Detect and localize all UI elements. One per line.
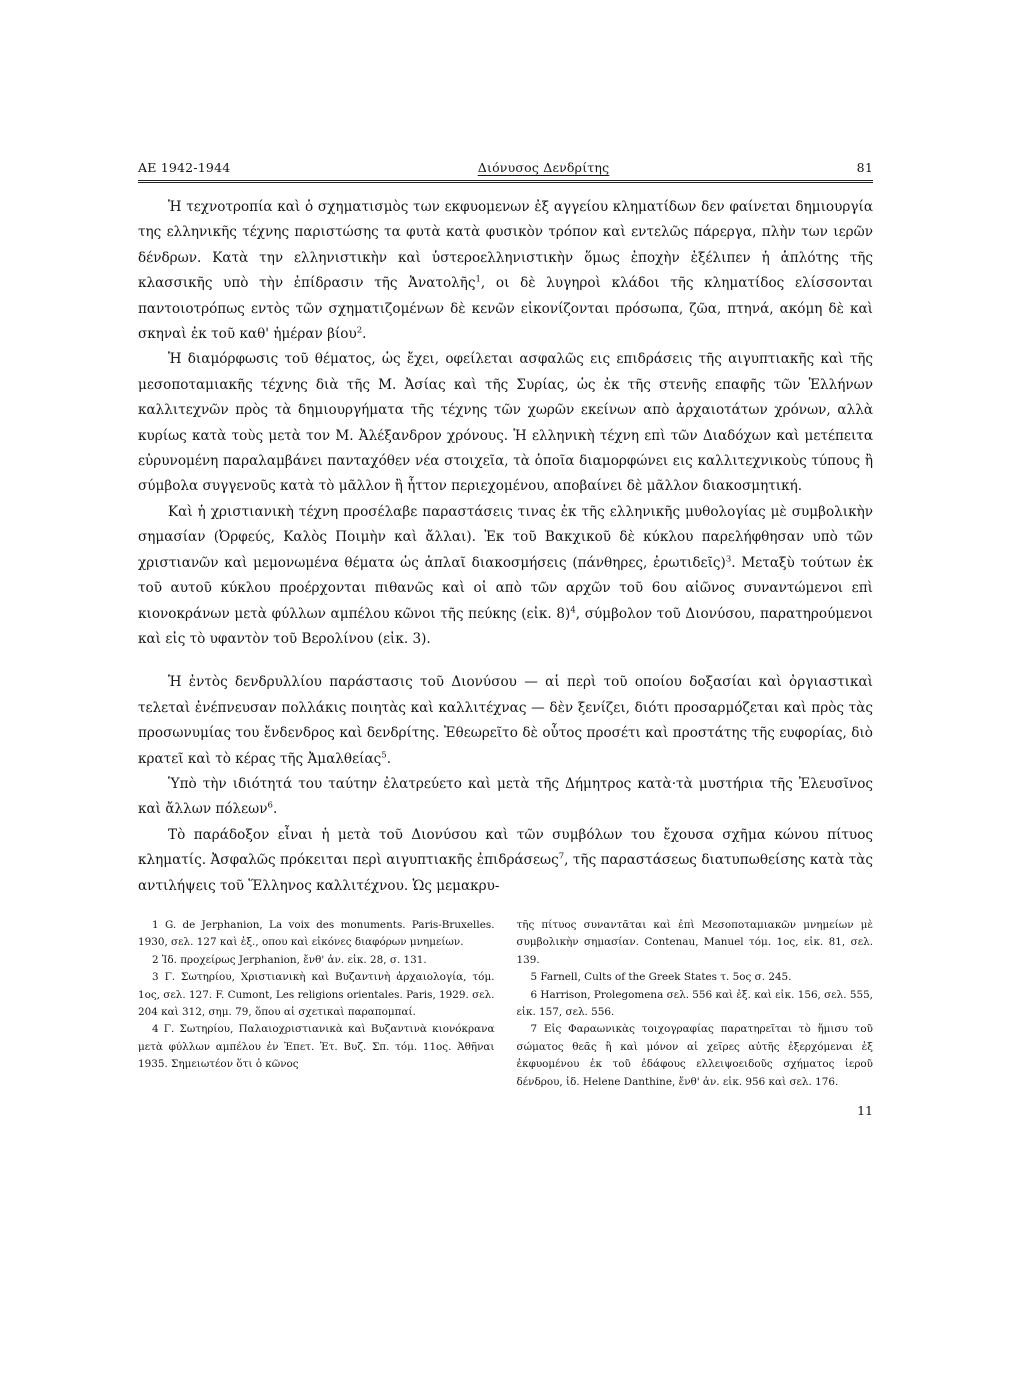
page-number: 11	[857, 1103, 873, 1119]
footnote-continuation: τῆς πίτυος συναντᾶται καὶ ἐπὶ Μεσοποταμιακῶν μνημείων μὲ συμβολικὴν σημασίαν. Contenau, Manuel τόμ. 1ος, εἰκ. 81, σελ. 139.	[516, 918, 873, 966]
running-header	[138, 160, 873, 183]
footnote-ref: 3	[725, 554, 732, 565]
footnote-ref: 2	[356, 325, 363, 336]
document-page	[138, 160, 873, 1118]
footnote: 2 Ἰδ. προχείρως Jerphanion, ἔνθ' ἀν. εἰκ. 28, σ. 131.	[152, 953, 427, 966]
footnotes-right-column	[517, 917, 874, 1091]
article-body	[138, 195, 873, 899]
footnote: 1 G. de Jerphanion, La voix des monuments. Paris-Bruxelles. 1930, σελ. 127 καὶ ἑξ., οπου καὶ εἰκόνες διαφόρων μνημείων.	[138, 918, 495, 949]
footnote-ref: 7	[558, 851, 565, 862]
paragraph: Ἡ τεχνοτροπία καὶ ὁ σχηματισμὸς των εκφυομενων ἐξ αγγείου κληματίδων δεν φαίνεται δημιουργία της ελληνικῆς τέχνης παριστώσης τα φυτὰ κατὰ φυσικὸν τρόπον καὶ εντελῶς πάρεργα, πλὴν των ιερῶν δένδρων. Κατὰ την ελληνιστικὴν καὶ ὑστεροελληνιστικὴν ὅμως ἐποχὴν ἐξέλιπεν ἡ ἁπλότης τῆς κλασσικῆς υπὸ τὴν ἐπίδρασιν τῆς Ἀνατολῆς$^1$, οι δὲ λυγηροὶ κλάδοι τῆς κληματίδος ελίσσονται παντοιοτρόπως εντὸς τῶν σχηματιζομένων δὲ κενῶν εἰκονίζονται πρόσωπα, ζῶα, πτηνά, ακόμη δὲ καὶ σκηναὶ ἐκ τοῦ καθ' ἡμέραν βίου$^2$.	[138, 199, 873, 343]
paragraph: Ὑπὸ τὴν ιδιότητά του ταύτην ἐλατρεύετο καὶ μετὰ τῆς Δήμητρος κατὰ·τὰ μυστήρια τῆς Ἐλευσῖνος καὶ ἄλλων πόλεων$^6$.	[138, 775, 873, 818]
paragraph: Τὸ παράδοξον εἶναι ἡ μετὰ τοῦ Διονύσου καὶ τῶν συμβόλων του ἔχουσα σχῆμα κώνου πίτυος κληματίς. Ἀσφαλῶς πρόκειται περὶ αιγυπτιακῆς ἐπιδράσεως$^7$, τῆς παραστάσεως διατυπωθείσης κατὰ τὰς αντιλήψεις τοῦ Ἕλληνος καλλιτέχνου. Ὡς μεμακρυ-	[138, 826, 873, 894]
footnote-ref: 4	[570, 604, 576, 615]
footnote-ref: 5	[381, 750, 387, 760]
footnote: 4 Γ. Σωτηρίου, Παλαιοχριστιανικὰ καὶ Βυζαντινὰ κιονόκρανα μετὰ φύλλων αμπέλου ἐν Ἐπετ. Ἑτ. Βυζ. Σπ. τόμ. 11ος. Ἀθῆναι 1935. Σημειωτέον ὅτι ὁ κῶνος	[138, 1023, 495, 1071]
footnote: 7 Εἰς Φαραωνικὰς τοιχογραφίας παρατηρεῖται τὸ ἥμισυ τοῦ σώματος θεᾶς ἢ καὶ μόνον αἱ χεῖρες αὐτῆς ἐξερχόμεναι ἐξ ἐκφυομένου ἐκ τοῦ ἐδάφους ελλειψοειδοῦς σχήματος ἱεροῦ δένδρου, ἰδ. Helene Danthine, ἔνθ' ἀν. εἰκ. 956 καὶ σελ. 176.	[516, 1023, 873, 1088]
paragraph: Ἡ ἐντὸς δενδρυλλίου παράστασις τοῦ Διονύσου — αἱ περὶ τοῦ οποίου δοξασίαι καὶ ὀργιαστικαὶ τελεταὶ ἐνέπνευσαν πολλάκις ποιητὰς καὶ καλλιτέχνας — δὲν ξενίζει, διότι προσαρμόζεται καὶ πρὸς τὰς προσωνυμίας του ἔνδενδρος καὶ δενδρίτης. Ἐθεωρεῖτο δὲ οὗτος προσέτι καὶ προστάτης τῆς ευφορίας, διὸ κρατεῖ καὶ τὸ κέρας τῆς Ἀμαλθείας$^5$.	[138, 674, 873, 767]
paragraph: Καὶ ἡ χριστιανικὴ τέχνη προσέλαβε παραστάσεις τινας ἐκ τῆς ελληνικῆς μυθολογίας μὲ συμβολικὴν σημασίαν (Ὀρφεύς, Καλὸς Ποιμὴν καὶ ἄλλαι). Ἐκ τοῦ Βακχικοῦ δὲ κύκλου παρελήφθησαν υπὸ τῶν χριστιανῶν καὶ μεμονωμένα θέματα ὡς ἁπλαῖ διακοσμήσεις (πάνθηρες, ἐρωτιδεῖς)$^3$. Μεταξὺ τούτων ἐκ τοῦ αυτοῦ κύκλου προέρχονται πιθανῶς καὶ οἱ απὸ τῶν αρχῶν τοῦ 6ου αἰῶνος συναντώμενοι επὶ κιονοκράνων μετὰ φύλλων αμπέλου κῶνοι τῆς πεύκης (εἰκ. 8)$^4$, σύμβολον τοῦ Διονύσου, παρατηρούμενοι καὶ εἰς τὸ υφαντὸν τοῦ Βερολίνου (εἰκ. 3).	[138, 503, 874, 647]
article-title: Διόνυσος Δενδρίτης	[477, 160, 610, 175]
footnote: 6 Harrison, Prolegomena σελ. 556 καὶ ἑξ. καὶ εἰκ. 156, σελ. 555, εἰκ. 157, σελ. 556.	[516, 988, 873, 1018]
footnotes	[138, 917, 873, 1091]
journal-volume: ΑΕ 1942-1944	[138, 160, 231, 175]
footnote: 5 Farnell, Cults of the Greek States τ. 5ος σ. 245.	[530, 971, 792, 984]
paragraph: Ἡ διαμόρφωσις τοῦ θέματος, ὡς ἔχει, οφείλεται ασφαλῶς εις επιδράσεις τῆς αιγυπτιακῆς καὶ τῆς μεσοποταμιακῆς τέχνης διὰ τῆς Μ. Ἀσίας καὶ τῆς Συρίας, ὡς ἐκ τῆς στενῆς επαφῆς τῶν Ἑλλήνων καλλιτεχνῶν πρὸς τὰ δημιουργήματα τῆς τέχνης τῶν χωρῶν εκείνων απὸ ἀρχαιοτάτων χρόνων, αλλὰ κυρίως κατὰ τοὺς μετὰ τον Μ. Ἀλέξανδρον χρόνους. Ἡ ελληνικὴ τέχνη επὶ τῶν Διαδόχων καὶ μετέπειτα εὐρυνομένη παραλαμβάνει πανταχόθεν νέα στοιχεῖα, τὰ ὁποῖα διαμορφώνει εις καλλιτεχνικοὺς τύπους ἢ σύμβολα συγγενοῦς κατὰ τὸ μᾶλλον ἢ ἧττον περιεχομένου, αποβαίνει δὲ μᾶλλον διακοσμητική.	[138, 351, 873, 495]
footnote: 3 Γ. Σωτηρίου, Χριστιανικὴ καὶ Βυζαντινὴ ἀρχαιολογία, τόμ. 1ος, σελ. 127. F. Cumont, Les religions orientales. Paris, 1929. σελ. 204 καὶ 312, σημ. 79, ὅπου αἱ σχετικαὶ παραπομπαί.	[138, 971, 495, 1018]
footnote-ref: 6	[267, 800, 273, 811]
footnotes-left-column	[138, 917, 495, 1091]
header-page-number: 81	[856, 160, 873, 175]
footnote-ref: 1	[475, 274, 481, 285]
